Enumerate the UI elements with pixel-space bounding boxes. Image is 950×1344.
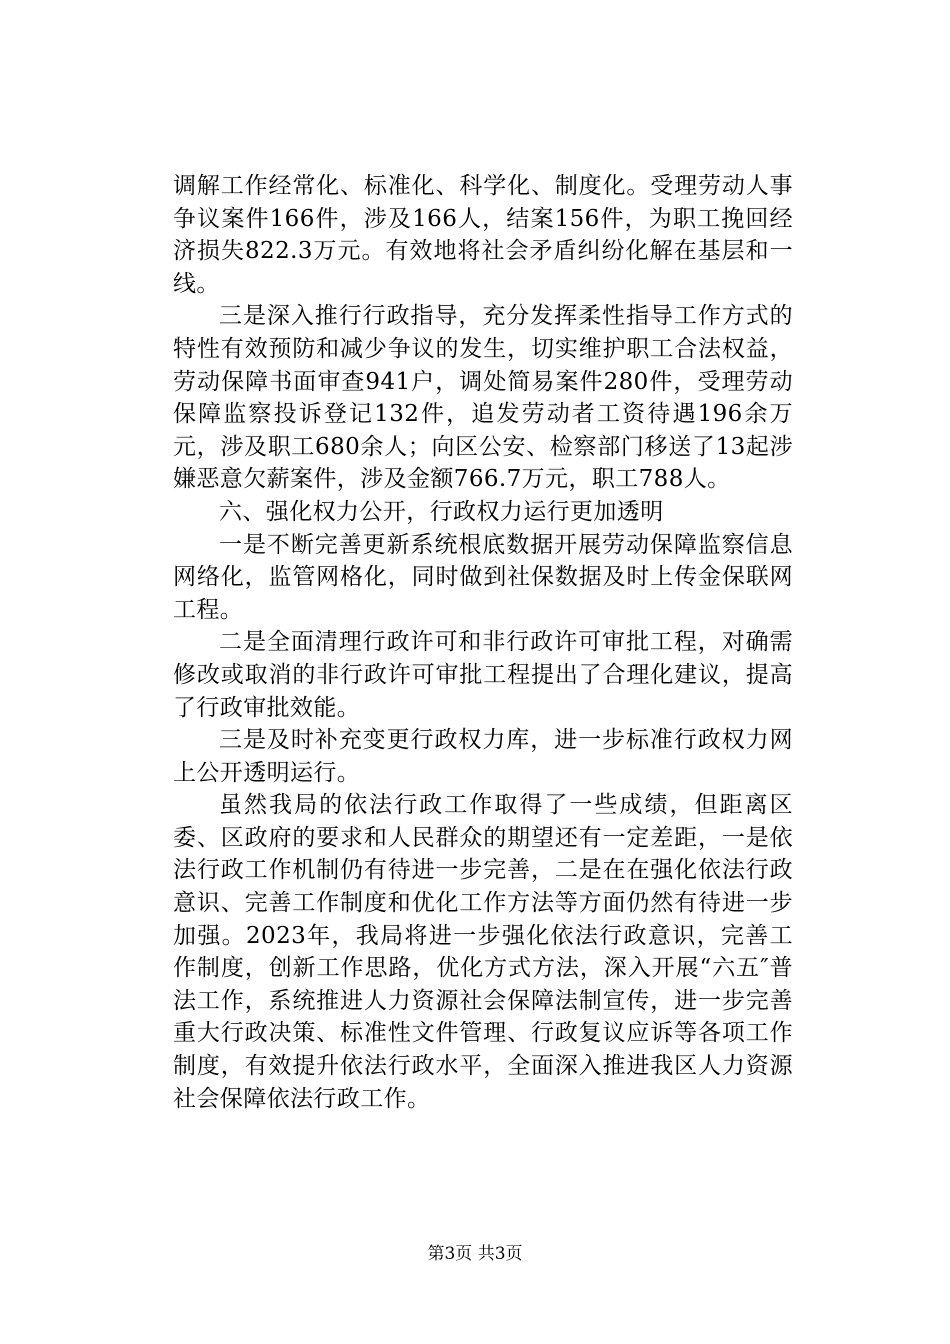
paragraph-administrative-guidance: 三是深入推行行政指导，充分发挥柔性指导工作方式的特性有效预防和减少争议的发生，切实维护职工合法权益，劳动保障书面审查941户，调处简易案件280件，受理劳动保障监察投诉登记132件，追发劳动者工资待遇196余万元，涉及职工680余人；向区公安、检察部门移送了13起涉嫌恶意欠薪案件，涉及金额766.7万元，职工788人。: [173, 303, 793, 493]
paragraph-approval-cleanup: 二是全面清理行政许可和非行政许可审批工程，对确需修改或取消的非行政许可审批工程提出了合理化建议，提高了行政审批效能。: [173, 629, 793, 721]
document-body: [173, 170, 793, 1115]
paragraph-power-library: 三是及时补充变更行政权力库，进一步标准行政权力网上公开透明运行。: [173, 727, 793, 786]
section-heading-power-disclosure: 六、强化权力公开，行政权力运行更加透明: [219, 498, 664, 525]
page-number-label: 第3页 共3页: [427, 1244, 523, 1264]
paragraph-data-networking: 一是不断完善更新系统根底数据开展劳动保障监察信息网络化，监管网格化，同时做到社保数据及时上传金保联网工程。: [173, 531, 793, 623]
paragraph-mediation-summary: 调解工作经常化、标准化、科学化、制度化。受理劳动人事争议案件166件，涉及166人，结案156件，为职工挽回经济损失822.3万元。有效地将社会矛盾纠纷化解在基层和一线。: [173, 173, 793, 297]
paragraph-conclusion-outlook: 虽然我局的依法行政工作取得了一些成绩，但距离区委、区政府的要求和人民群众的期望还有一定差距，一是依法行政工作机制仍有待进一步完善，二是在在强化依法行政意识、完善工作制度和优化工作方法等方面仍然有待进一步加强。2023年，我局将进一步强化依法行政意识，完善工作制度，创新工作思路，优化方式方法，深入开展“六五″普法工作，系统推进人力资源社会保障法制宣传，进一步完善重大行政决策、标准性文件管理、行政复议应诉等各项工作制度，有效提升依法行政水平，全面深入推进我区人力资源社会保障依法行政工作。: [173, 792, 793, 1112]
page-footer: [0, 1244, 950, 1264]
